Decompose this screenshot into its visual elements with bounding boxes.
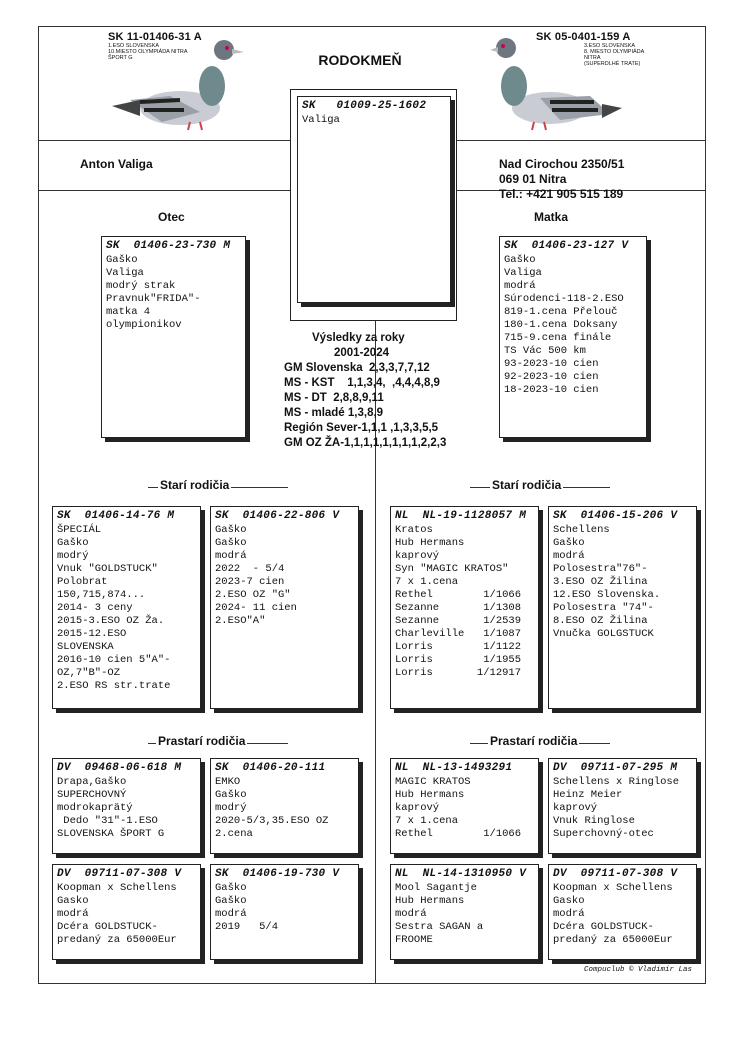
grandparent-box-3 (390, 506, 539, 709)
grandparent-line: 2015-12.ESO (57, 628, 127, 640)
grandparent-line: Sezanne 1/1308 (395, 602, 522, 614)
grandparent-line: 8.ESO OZ Žilina (553, 615, 648, 627)
great-grandparent-line: 2019 5/4 (215, 921, 279, 933)
grandparent-line: Kratos (395, 524, 433, 536)
grandparent-line: Vnuk "GOLDSTUCK" (57, 563, 158, 575)
great-grandparent-line: Schellens x Ringlose (553, 776, 680, 788)
great-grandparent-line: SUPERCHOVNÝ (57, 789, 127, 801)
grandparents-label-left: Starí rodičia (160, 478, 230, 492)
great-grandparent-line: Gaško (215, 789, 247, 801)
great-grandparent-line: 7 x 1.cena (395, 815, 459, 827)
great-grandparent-line: Gaško (215, 882, 247, 894)
grandparent-line: ŠPECIÁL (57, 524, 102, 536)
grandparent-line: 150,715,874... (57, 589, 146, 601)
grandparent-line: modrá (553, 550, 585, 562)
father-line: Gaško (106, 254, 138, 266)
results-row: MS - mladé 1,3,8,9 (284, 407, 384, 419)
father-line: Pravnuk"FRIDA"- (106, 293, 201, 305)
grandparent-ring: NL NL-19-1128057 M (395, 510, 527, 522)
right-pigeon-desc-2: 8. MIESTO OLYMPIÁDA NITRA (584, 49, 645, 61)
great-grandparent-line: Dedo "31"-1.ESO (57, 815, 158, 827)
grandparent-line: Polosestra"76"- (553, 563, 648, 575)
grandparent-line: Gaško (57, 537, 89, 549)
grandparent-line: Gaško (553, 537, 585, 549)
grandparent-line: OZ,7"B"-OZ (57, 667, 121, 679)
subject-ring: SK 01009-25-1602 (302, 100, 427, 112)
mother-line: Súrodenci-118-2.ESO (504, 293, 624, 305)
great-grandparent-line: 2020-5/3,35.ESO OZ (215, 815, 329, 827)
results-row: MS - DT 2,8,8,9,11 (284, 392, 384, 404)
grandparent-line: modrý (57, 550, 89, 562)
right-pigeon-desc-3: (SUPERDLHÉ TRATE) (584, 61, 641, 67)
great-grandparent-box-5 (390, 758, 539, 854)
grandparent-line: 2.ESO RS str.trate (57, 680, 171, 692)
grandparent-line: modrá (215, 550, 247, 562)
great-grandparent-ring: DV 09711-07-308 V (57, 868, 182, 880)
grandparent-line: 2023-7 cien (215, 576, 285, 588)
left-pigeon-desc-1: 1.ESO SLOVENSKA (108, 43, 160, 49)
great-grandparent-line: modrý (215, 802, 247, 814)
great-grandparent-line: EMKO (215, 776, 241, 788)
great-grandparent-line: Dcéra GOLDSTUCK- (57, 921, 158, 933)
great-grandparent-line: FROOME (395, 934, 433, 946)
grandparent-line: 7 x 1.cena (395, 576, 459, 588)
great-grandparent-ring: DV 09711-07-308 V (553, 868, 678, 880)
grandparent-line: 2014- 3 ceny (57, 602, 133, 614)
grandparent-line: 3.ESO OZ Žilina (553, 576, 648, 588)
grandparent-line: Gaško (215, 537, 247, 549)
grandparent-line: Lorris 1/12917 (395, 667, 522, 679)
grandparent-line: 2.ESO"A" (215, 615, 266, 627)
results-years: 2001-2024 (334, 347, 389, 359)
grandparent-line: SLOVENSKA (57, 641, 114, 653)
mother-line: modrá (504, 280, 536, 292)
breeder-name: Anton Valiga (80, 157, 153, 171)
grandparent-box-2 (210, 506, 359, 709)
left-pigeon-ring: SK 11-01406-31 A (108, 31, 202, 43)
great-grandparent-ring: DV 09711-07-295 M (553, 762, 678, 774)
great-grandparent-box-7 (390, 864, 539, 960)
mother-line: TS Vác 500 km (504, 345, 586, 357)
right-pigeon-ring: SK 05-0401-159 A (536, 31, 631, 43)
mother-line: 180-1.cena Doksany (504, 319, 618, 331)
results-row: Región Sever-1,1,1 ,1,3,3,5,5 (284, 422, 439, 434)
grandparent-line: Gaško (215, 524, 247, 536)
great-grandparent-box-6 (548, 758, 697, 854)
great-grandparents-label-right: Prastarí rodičia (490, 734, 578, 748)
mother-line: 18-2023-10 cien (504, 384, 599, 396)
subject-pigeon-box (297, 96, 451, 303)
great-grandparents-label-left: Prastarí rodičia (158, 734, 246, 748)
great-grandparent-line: kaprový (395, 802, 440, 814)
grandparent-line: Charleville 1/1087 (395, 628, 522, 640)
father-line: matka 4 (106, 306, 151, 318)
grandparent-line: Sezanne 1/2539 (395, 615, 522, 627)
grandparents-label-right: Starí rodičia (492, 478, 562, 492)
address-line-2: 069 01 Nitra (499, 172, 567, 186)
great-grandparent-box-4 (210, 864, 359, 960)
great-grandparent-line: Koopman x Schellens (553, 882, 673, 894)
grandparent-ring: SK 01406-15-206 V (553, 510, 678, 522)
grandparent-line: Polosestra "74"- (553, 602, 654, 614)
left-pigeon-desc-3: ŠPORT G (108, 55, 133, 61)
great-grandparent-line: Koopman x Schellens (57, 882, 177, 894)
grandparent-box-4 (548, 506, 697, 709)
page-title: RODOKMEŇ (318, 52, 402, 68)
great-grandparent-line: MAGIC KRATOS (395, 776, 471, 788)
results-title: Výsledky za roky (312, 332, 405, 344)
great-grandparent-box-1 (52, 758, 201, 854)
great-grandparent-line: Mool Sagantje (395, 882, 477, 894)
father-line: olympionikov (106, 319, 182, 331)
grandparent-ring: SK 01406-22-806 V (215, 510, 340, 522)
great-grandparent-ring: NL NL-13-1493291 (395, 762, 513, 774)
footer-credit: Compuclub © Vladimír Las (584, 966, 693, 974)
grandparent-line: Rethel 1/1066 (395, 589, 522, 601)
grandparent-line: kaprový (395, 550, 440, 562)
grandparent-line: Schellens (553, 524, 610, 536)
father-line: Valiga (106, 267, 144, 279)
great-grandparent-box-8 (548, 864, 697, 960)
subject-line: Valiga (302, 114, 340, 126)
mother-box (499, 236, 647, 438)
great-grandparent-line: Vnuk Ringlose (553, 815, 635, 827)
mother-line: Valiga (504, 267, 542, 279)
grandparent-line: 12.ESO Slovenska. (553, 589, 661, 601)
results-row: MS - KST 1,1,3,4, ,4,4,4,8,9 (284, 377, 440, 389)
great-grandparent-line: modrokaprätý (57, 802, 133, 814)
great-grandparent-line: Gasko (553, 895, 585, 907)
grandparent-line: 2.ESO OZ "G" (215, 589, 291, 601)
results-block (284, 331, 484, 451)
results-row: GM Slovenska 2,3,3,7,7,12 (284, 362, 430, 374)
great-grandparent-line: Superchovný-otec (553, 828, 654, 840)
grandparent-ring: SK 01406-14-76 M (57, 510, 175, 522)
grandparent-line: Vnučka GOLGSTUCK (553, 628, 654, 640)
grandparent-line: 2015-3.ESO OZ Ža. (57, 615, 165, 627)
great-grandparent-line: SLOVENSKA ŠPORT G (57, 828, 165, 840)
great-grandparent-ring: SK 01406-19-730 V (215, 868, 340, 880)
grandparent-line: 2024- 11 cien (215, 602, 297, 614)
father-line: modrý strak (106, 280, 176, 292)
great-grandparent-line: modrá (215, 908, 247, 920)
grandparent-line: Hub Hermans (395, 537, 465, 549)
mother-label: Matka (534, 210, 569, 224)
grandparent-line: Lorris 1/1122 (395, 641, 522, 653)
great-grandparent-ring: NL NL-14-1310950 V (395, 868, 527, 880)
breeder-address (499, 157, 624, 202)
father-ring: SK 01406-23-730 M (106, 240, 231, 252)
great-grandparent-line: Gasko (57, 895, 89, 907)
great-grandparent-line: Heinz Meier (553, 789, 623, 801)
grandparent-line: Syn "MAGIC KRATOS" (395, 563, 509, 575)
left-pigeon-image (110, 30, 250, 135)
great-grandparent-line: modrá (57, 908, 89, 920)
great-grandparent-line: predaný za 65000Eur (57, 934, 177, 946)
great-grandparent-line: Drapa,Gaško (57, 776, 127, 788)
grandparent-line: Polobrat (57, 576, 108, 588)
address-line-1: Nad Cirochou 2350/51 (499, 157, 625, 171)
great-grandparent-box-2 (210, 758, 359, 854)
grandparent-line: Lorris 1/1955 (395, 654, 522, 666)
mother-line: 93-2023-10 cien (504, 358, 599, 370)
mother-line: 819-1.cena Přelouč (504, 306, 618, 318)
great-grandparent-line: Hub Hermans (395, 895, 465, 907)
great-grandparent-ring: SK 01406-20-111 (215, 762, 326, 774)
great-grandparent-line: Gaško (215, 895, 247, 907)
left-pigeon-desc-2: 10.MIESTO OLYMPIÁDA NITRA (108, 49, 188, 55)
great-grandparent-box-3 (52, 864, 201, 960)
mother-ring: SK 01406-23-127 V (504, 240, 629, 252)
great-grandparent-line: Sestra SAGAN a (395, 921, 484, 933)
great-grandparent-line: modrá (553, 908, 585, 920)
great-grandparent-line: predaný za 65000Eur (553, 934, 673, 946)
grandparent-line: 2022 - 5/4 (215, 563, 285, 575)
father-box (101, 236, 246, 438)
phone: Tel.: +421 905 515 189 (499, 187, 624, 201)
great-grandparent-line: Rethel 1/1066 (395, 828, 522, 840)
great-grandparent-line: 2.cena (215, 828, 253, 840)
results-row: GM OZ ŽA-1,1,1,1,1,1,1,1,2,2,3 (284, 437, 447, 449)
father-label: Otec (158, 210, 185, 224)
grandparent-line: 2016-10 cien 5"A"- (57, 654, 171, 666)
great-grandparent-line: Hub Hermans (395, 789, 465, 801)
great-grandparent-ring: DV 09468-06-618 M (57, 762, 182, 774)
great-grandparent-line: Dcéra GOLDSTUCK- (553, 921, 654, 933)
right-pigeon-info (536, 31, 656, 67)
great-grandparent-line: modrá (395, 908, 427, 920)
grandparent-box-1 (52, 506, 201, 709)
mother-line: 715-9.cena finále (504, 332, 612, 344)
right-pigeon-desc-1: 3.ESO SLOVENSKA (584, 43, 636, 49)
great-grandparent-line: kaprový (553, 802, 598, 814)
mother-line: Gaško (504, 254, 536, 266)
mother-line: 92-2023-10 cien (504, 371, 599, 383)
